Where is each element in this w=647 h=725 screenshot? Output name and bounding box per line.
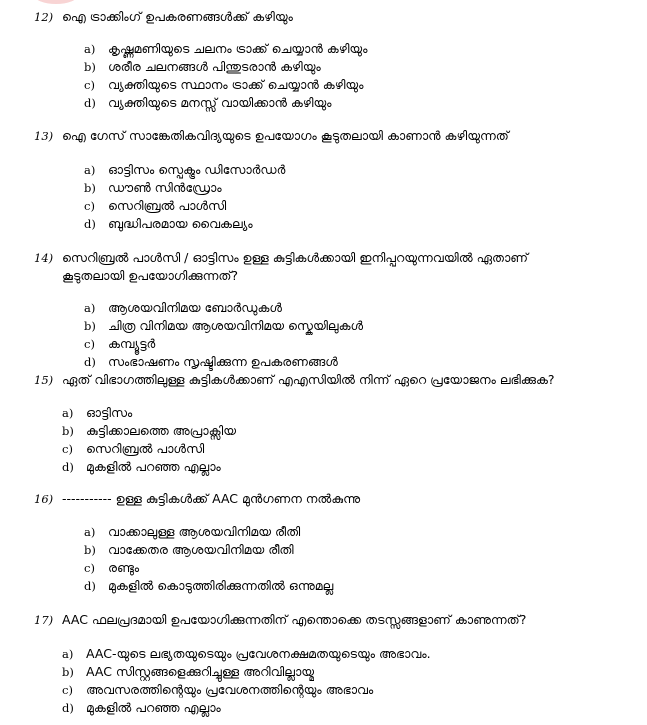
option-d [62,458,236,476]
option-label: d) [62,701,74,715]
option-c [84,335,363,353]
option-label: a) [62,406,74,420]
option-text: സെറിബ്രൽ പാൾസി [86,441,205,456]
option-label: b) [62,665,74,679]
corner-logo-mark [34,0,78,4]
option-b [62,422,236,440]
question-17 [34,611,526,629]
question-text-continued: കൂടുതലായി ഉപയോഗിക്കുന്നത്? [62,268,239,283]
option-text: വ്യക്തിയുടെ സ്ഥാനം ട്രാക്ക് ചെയ്യാൻ കഴിയും [108,77,364,92]
question-number: 14) [34,251,54,265]
question-12 [34,8,293,26]
question-15 [34,371,555,389]
option-label: a) [84,163,96,177]
option-label: b) [62,424,74,438]
option-label: a) [84,42,96,56]
question-text: ഐ ഗേസ് സാങ്കേതികവിദ്യയുടെ ഉപയോഗം കൂടുതലായി കാണാൻ കഴിയുന്നത് [62,128,509,143]
option-text: മുകളിൽ പറഞ്ഞ എല്ലാം [86,459,221,474]
option-label: b) [84,60,96,74]
option-label: c) [84,337,95,351]
option-d [62,699,431,717]
question-12-options [84,40,367,112]
option-b [84,58,367,76]
option-b [84,317,363,335]
option-c [84,76,367,94]
option-label: c) [62,442,73,456]
option-d [84,353,363,371]
option-text: ആശയവിനിമയ ബോർഡുകൾ [108,300,282,315]
option-a [84,161,285,179]
question-text: ഐ ട്രാക്കിംഗ് ഉപകരണങ്ങൾക്ക് കഴിയും [62,9,293,24]
option-text: കുട്ടിക്കാലത്തെ അപ്രാക്സിയ [86,423,237,438]
option-label: a) [84,301,96,315]
question-13-options [84,161,285,233]
option-label: d) [84,96,96,110]
option-text: ശരീര ചലനങ്ങൾ പിന്തുടരാൻ കഴിയും [108,59,321,74]
question-text: ഏത് വിഭാഗത്തിലുള്ള കുട്ടികൾക്കാണ് എഎസിയിൽ നിന്ന് ഏറെ പ്രയോജനം ലഭിക്കുക? [62,372,555,387]
question-number: 15) [34,373,54,387]
option-text: കൃഷ്ണമണിയുടെ ചലനം ട്രാക്ക് ചെയ്യാൻ കഴിയും [108,41,368,56]
question-number: 13) [34,129,54,143]
option-text: ബുദ്ധിപരമായ വൈകല്യം [108,216,253,231]
option-label: b) [84,181,96,195]
option-label: d) [62,460,74,474]
question-15-options [62,404,236,476]
option-label: b) [84,543,96,557]
option-text: മുകളിൽ പറഞ്ഞ എല്ലാം [86,700,221,715]
option-label: a) [62,647,74,661]
question-17-options [62,645,431,717]
option-text: അവസരത്തിന്റെയും പ്രവേശനത്തിന്റെയും അഭാവം [86,682,374,697]
question-number: 12) [34,10,54,24]
option-text: മുകളിൽ കൊടുത്തിരിക്കുന്നതിൽ ഒന്നുമല്ല [108,578,334,593]
option-text: ചിത്ര വിനിമയ ആശയവിനിമയ സ്കെയിലുകൾ [108,318,364,333]
question-14-options [84,299,363,371]
option-text: ഡൗൺ സിൻഡ്രോം [108,180,222,195]
option-label: c) [62,683,73,697]
option-d [84,215,285,233]
option-text: സെറിബ്രൽ പാൾസി [108,198,227,213]
question-13 [34,127,509,145]
option-c [62,681,431,699]
option-a [84,40,367,58]
option-text: കമ്പ്യൂട്ടർ [108,336,156,351]
option-label: c) [84,78,95,92]
option-c [84,559,333,577]
option-d [84,94,367,112]
question-14 [34,249,528,285]
option-text: വ്യക്തിയുടെ മനസ്സ് വായിക്കാൻ കഴിയും [108,95,332,110]
option-text: ഓട്ടിസം [86,405,133,420]
option-label: b) [84,319,96,333]
option-b [84,179,285,197]
option-text: വാക്കാലുള്ള ആശയവിനിമയ രീതി [108,524,301,539]
option-b [84,541,333,559]
option-text: രണ്ടും [108,560,140,575]
question-number: 16) [34,492,54,506]
question-text: സെറിബ്രൽ പാൾസി / ഓട്ടിസം ഉള്ള കുട്ടികൾക്കായി ഇനിപ്പറയുന്നവയിൽ ഏതാണ് [62,250,529,265]
option-d [84,577,333,595]
question-16 [34,490,360,508]
option-text: ഓട്ടിസം സ്പെക്ട്രം ഡിസോർഡർ [108,162,286,177]
option-c [62,440,236,458]
option-text: സംഭാഷണം സൃഷ്ടിക്കുന്ന ഉപകരണങ്ങൾ [108,354,338,369]
option-text: AAC സിസ്റ്റങ്ങളെക്കുറിച്ചുള്ള അറിവില്ലായ്മ [86,664,315,679]
option-text: വാക്കേതര ആശയവിനിമയ രീതി [108,542,294,557]
question-16-options [84,523,333,595]
option-text: AAC-യുടെ ലഭ്യതയുടെയും പ്രവേശനക്ഷമതയുടെയും അഭാവം. [86,646,431,661]
option-label: a) [84,525,96,539]
question-number: 17) [34,613,54,627]
option-a [62,404,236,422]
option-a [62,645,431,663]
question-text: AAC ഫലപ്രദമായി ഉപയോഗിക്കുന്നതിന് എന്തൊക്കെ തടസ്സങ്ങളാണ് കാണുന്നത്? [62,612,527,627]
question-text: ----------- ഉള്ള കുട്ടികൾക്ക് AAC മുൻഗണന നൽകുന്നു [62,491,361,506]
option-label: d) [84,217,96,231]
option-label: d) [84,579,96,593]
option-label: c) [84,199,95,213]
option-a [84,523,333,541]
option-c [84,197,285,215]
option-label: c) [84,561,95,575]
option-label: d) [84,355,96,369]
option-a [84,299,363,317]
option-b [62,663,431,681]
